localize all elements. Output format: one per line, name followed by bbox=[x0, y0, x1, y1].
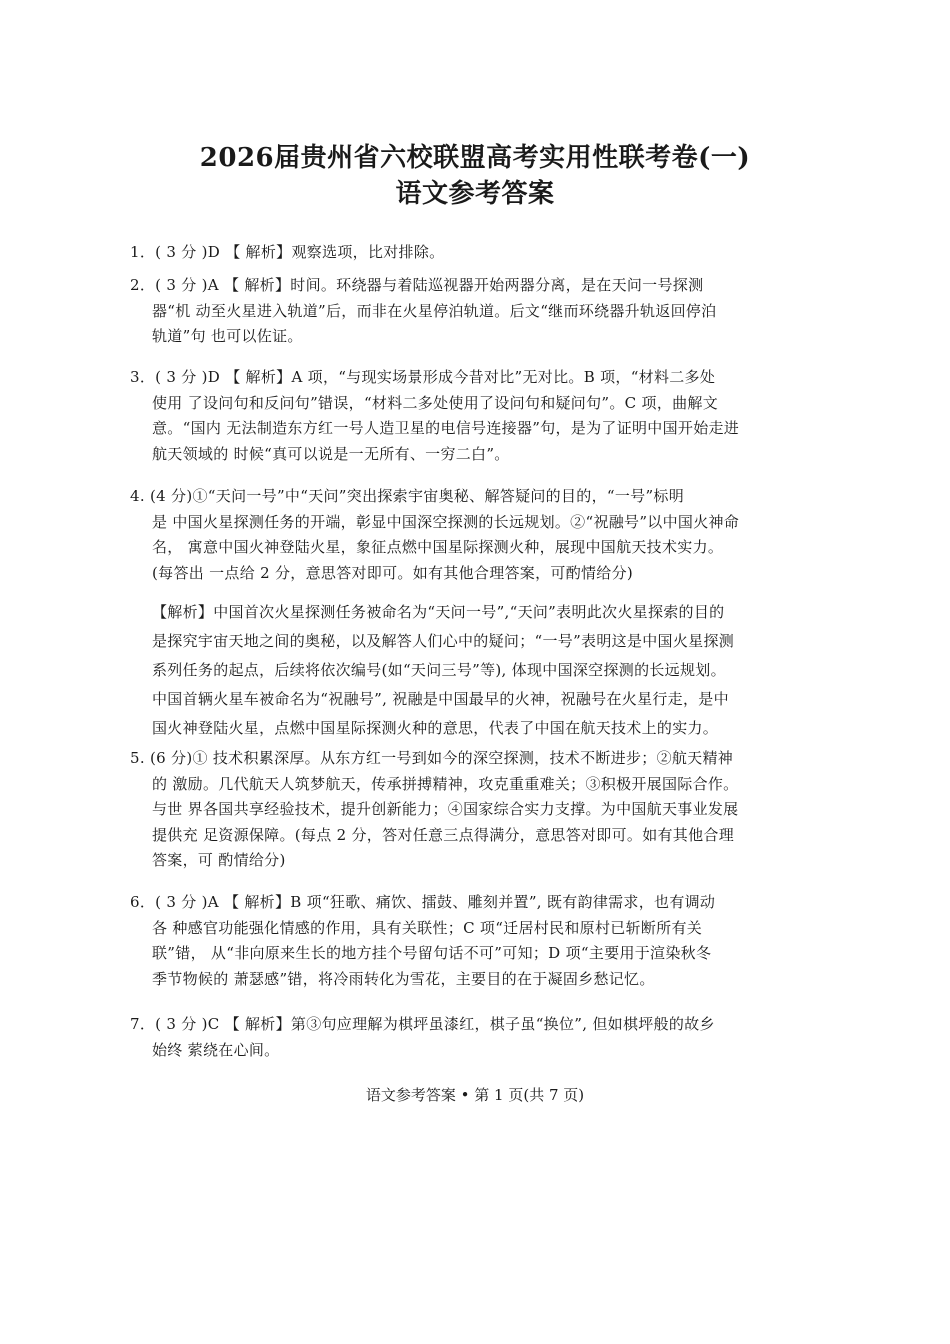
answer-line: 提供充 足资源保障。(每点 2 分，答对任意三点得满分，意思答对即可。如有其他合理 bbox=[152, 825, 735, 844]
answer-item-5 bbox=[130, 746, 830, 874]
answer-line: 航天领域的 时候“真可以说是一无所有、一穷二白”。 bbox=[152, 444, 510, 463]
answer-line: 名， 寓意中国火神登陆火星，象征点燃中国星际探测火种，展现中国航天技术实力。 bbox=[152, 538, 724, 556]
answer-line: 始终 萦绕在心间。 bbox=[152, 1040, 280, 1059]
document-title: 2026届贵州省六校联盟高考实用性联考卷(一) bbox=[199, 143, 751, 173]
document-subtitle: 语文参考答案 bbox=[395, 179, 555, 209]
answer-line: 是 中国火星探测任务的开端，彰显中国深空探测的长远规划。②“祝融号”以中国火神命 bbox=[152, 512, 740, 531]
answer-line: 各 种感官功能强化情感的作用，具有关联性；C 项“迁居村民和原村已斩断所有关 bbox=[152, 918, 703, 937]
answer-line: 轨道”句 也可以佐证。 bbox=[152, 327, 303, 345]
answer-line: 6．( 3 分 )A 【 解析】B 项“狂歌、痛饮、擂鼓、雕刻并置”, 既有韵律需求，也有调动 bbox=[130, 893, 716, 911]
analysis-line: 系列任务的起点，后续将依次编号(如“天问三号”等), 体现中国深空探测的长远规划。 bbox=[152, 661, 726, 679]
answer-line: (每答出 一点给 2 分，意思答对即可。如有其他合理答案，可酌情给分) bbox=[152, 563, 634, 582]
analysis-line: 【解析】中国首次火星探测任务被命名为“天问一号”,“天问”表明此次火星探索的目的 bbox=[152, 603, 725, 621]
analysis-block-4 bbox=[152, 598, 832, 743]
answer-item-6 bbox=[130, 890, 830, 992]
answer-line: 答案，可 酌情给分) bbox=[152, 851, 286, 869]
answer-line: 3．( 3 分 )D 【 解析】A 项，“与现实场景形成今昔对比”无对比。B 项，“材料二多处 bbox=[130, 368, 716, 386]
answer-item-2 bbox=[130, 273, 830, 350]
answer-item-7 bbox=[130, 1012, 830, 1063]
answer-line: 季节物候的 萧瑟感”错，将冷雨转化为雪花，主要目的在于凝固乡愁记忆。 bbox=[152, 969, 655, 988]
answer-line: 的 激励。几代航天人筑梦航天，传承拼搏精神，攻克重重难关；③积极开展国际合作。 bbox=[152, 774, 739, 793]
page-footer: 语文参考答案 • 第 1 页(共 7 页) bbox=[365, 1086, 585, 1104]
answer-line: 联”错， 从“非向原来生长的地方挂个号留句话不可”可知；D 项“主要用于渲染秋冬 bbox=[152, 944, 712, 962]
answer-item-3 bbox=[130, 365, 830, 467]
answer-item-1 bbox=[130, 240, 830, 266]
answer-line: 2．( 3 分 )A 【 解析】时间。环绕器与着陆巡视器开始两器分离，是在天问一号探测 bbox=[130, 276, 704, 294]
answer-line: 与世 界各国共享经验技术，提升创新能力；④国家综合实力支撑。为中国航天事业发展 bbox=[152, 800, 739, 818]
answer-line: 4. (4 分)①“天问一号”中“天问”突出探索宇宙奥秘、解答疑问的目的，“一号”标明 bbox=[130, 487, 685, 505]
answer-line: 意。“国内 无法制造东方红一号人造卫星的电信号连接器”句，是为了证明中国开始走进 bbox=[152, 419, 740, 437]
analysis-line: 中国首辆火星车被命名为“祝融号”, 祝融是中国最早的火神，祝融号在火星行走，是中 bbox=[152, 690, 729, 708]
title-block bbox=[0, 140, 950, 212]
answer-line: 使用 了设问句和反问句”错误，“材料二多处使用了设问句和疑问句”。C 项，曲解文 bbox=[152, 393, 719, 412]
answer-item-4 bbox=[130, 484, 830, 586]
answer-line: 器“机 动至火星进入轨道”后，而非在火星停泊轨道。后文“继而环绕器升轨返回停泊 bbox=[152, 301, 717, 320]
answer-line: 1．( 3 分 )D 【 解析】观察选项，比对排除。 bbox=[130, 243, 445, 261]
analysis-line: 国火神登陆火星，点燃中国星际探测火种的意思，代表了中国在航天技术上的实力。 bbox=[152, 719, 719, 737]
analysis-line: 是探究宇宙天地之间的奥秘，以及解答人们心中的疑问；“一号”表明这是中国火星探测 bbox=[152, 632, 735, 650]
answer-line: 7．( 3 分 )C 【 解析】第③句应理解为棋坪虽漆红，棋子虽“换位”, 但如棋坪般的故乡 bbox=[130, 1015, 715, 1033]
answer-line: 5. (6 分)① 技术积累深厚。从东方红一号到如今的深空探测，技术不断进步；②航天精神 bbox=[130, 749, 734, 767]
